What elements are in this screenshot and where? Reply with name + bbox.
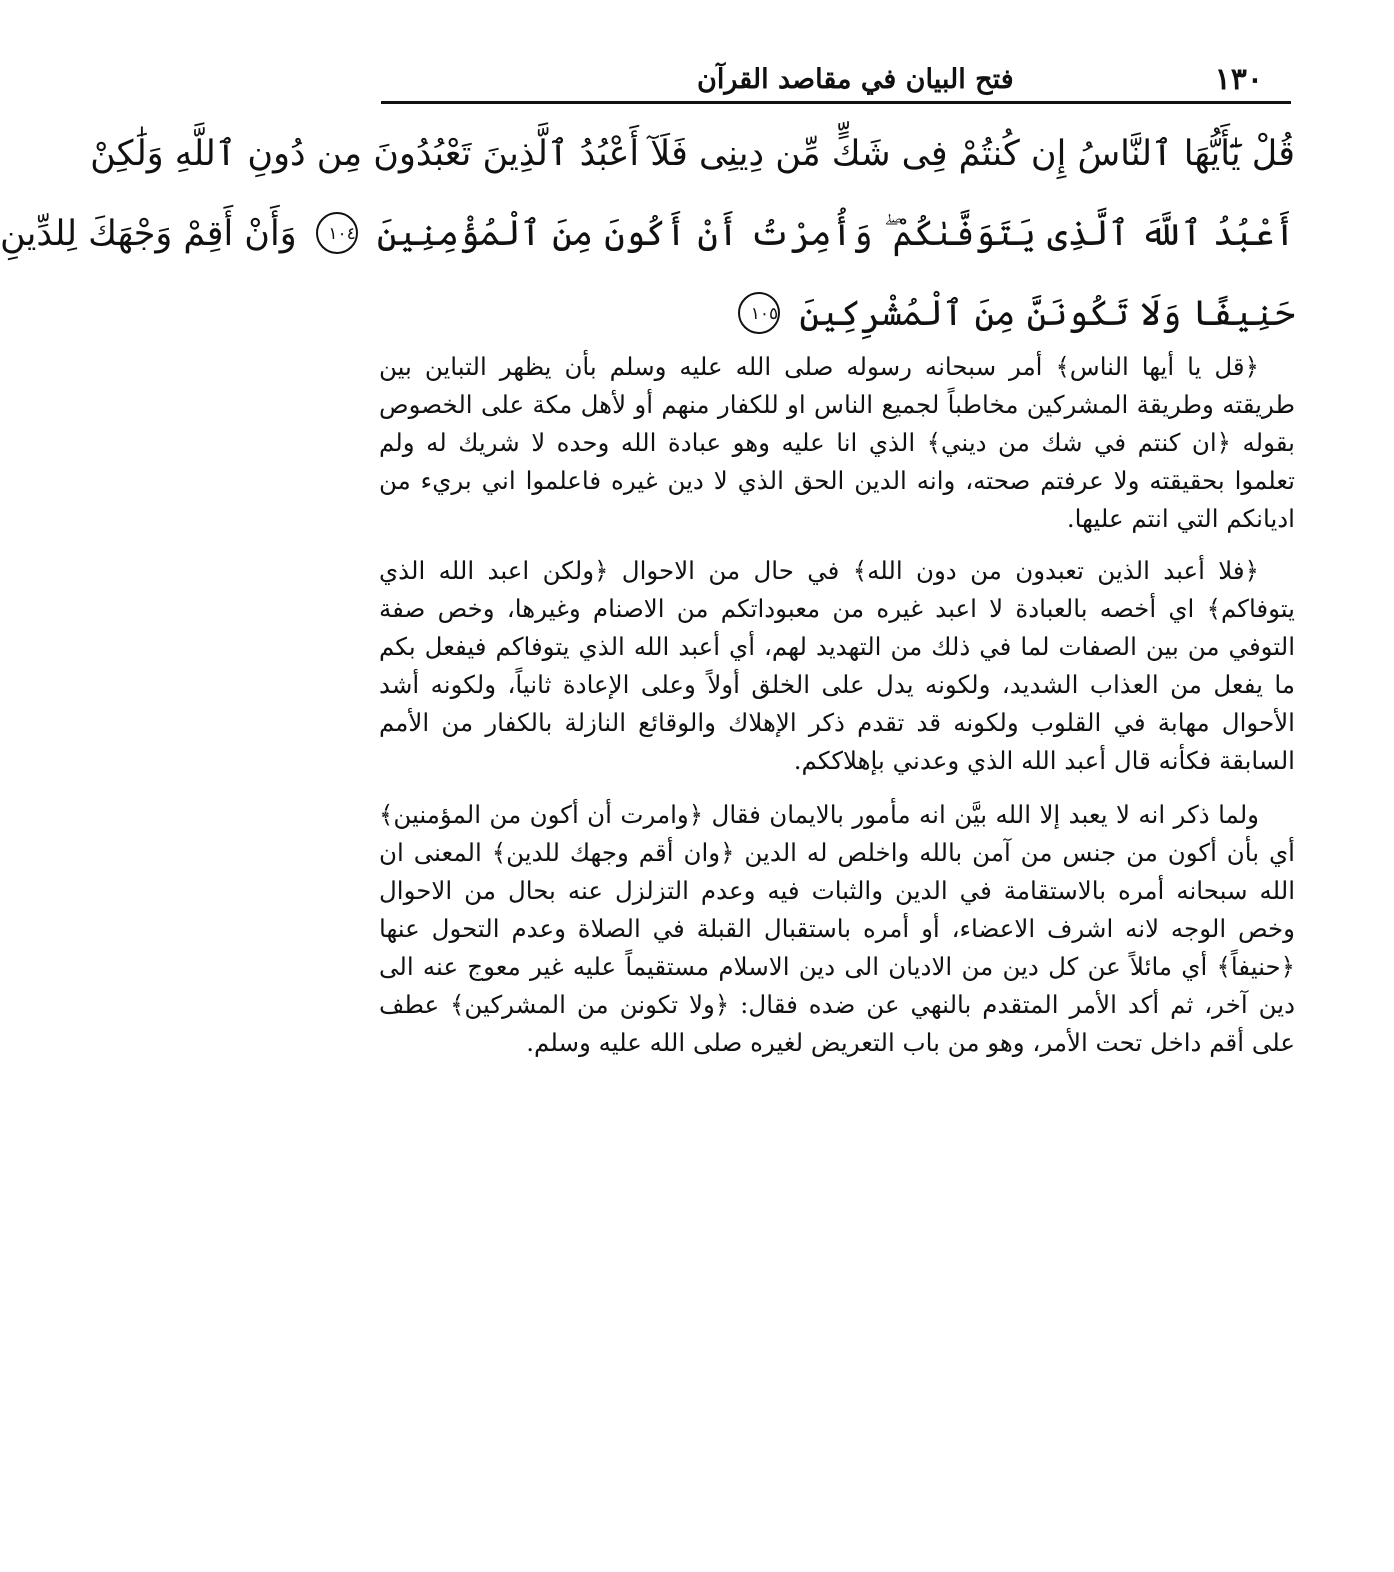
- verse-line-1: [90, 114, 1295, 194]
- commentary-body: [379, 348, 1295, 1076]
- commentary-paragraph: ولما ذكر انه لا يعبد إلا الله بيَّن انه مأمور بالايمان فقال ﴿وامرت أن أكون من المؤمنين﴾ أي بأن أكون من جنس من آمن بالله واخلص له الدين ﴿وان أقم وجهك للدين﴾ المعنى ان الله سبحانه أمره بالاستقامة في الدين والثبات فيه وعدم التزلزل عنه بحال من الاحوال وخص الوجه لانه اشرف الاعضاء، أو أمره باستقبال القبلة في الصلاة وعدم التحول عنها ﴿حنيفاً﴾ أي مائلاً عن كل دين من الاديان الى دين الاسلام مستقيماً عليه غير معوج عنه الى دين آخر، ثم أكد الأمر المتقدم بالنهي عن ضده فقال: ﴿ولا تكونن من المشركين﴾ عطف على أقم داخل تحت الأمر، وهو من باب التعريض لغيره صلى الله عليه وسلم.: [379, 800, 1295, 1057]
- verse-text: أَعْبُدُ ٱللَّهَ ٱلَّذِى يَتَوَفَّىٰكُمْ ۖ وَأُمِرْتُ أَنْ أَكُونَ مِنَ ٱلْمُؤْمِنِينَ: [376, 214, 1295, 254]
- commentary-paragraph: ﴿قل يا أيها الناس﴾ أمر سبحانه رسوله صلى الله عليه وسلم بأن يظهر التباين بين طريقته وطريقة المشركين مخاطباً لجميع الناس او للكفار منهم أو لأهل مكة على الخصوص بقوله ﴿ان كنتم في شك من ديني﴾ الذي انا عليه وهو عبادة الله وحده لا شريك له ولم تعلموا بحقيقته ولا عرفتم صحته، وانه الدين الحق الذي لا دين غيره فاعلموا اني بريء من اديانكم التي انتم عليها.: [379, 352, 1295, 533]
- verse-text: قُلْ يَٰٓأَيُّهَا ٱلنَّاسُ إِن كُنتُمْ فِى شَكٍّ مِّن دِينِى فَلَآ أَعْبُدُ ٱلَّذِينَ تَعْبُدُونَ مِن دُونِ ٱللَّهِ وَلَٰكِنْ: [90, 134, 1295, 174]
- verse-line-2: [0, 194, 1295, 274]
- page-number: ١٣٠: [1214, 62, 1263, 97]
- running-title: فتح البيان في مقاصد القرآن: [697, 64, 1014, 95]
- ayah-number-marker-icon: ١٠٥: [738, 292, 780, 334]
- commentary-paragraph: ﴿فلا أعبد الذين تعبدون من دون الله﴾ في حال من الاحوال ﴿ولكن اعبد الله الذي يتوفاكم﴾ اي أخصه بالعبادة لا اعبد غيره من معبوداتكم من الاصنام وغيرها، وخص صفة التوفي من بين الصفات لما في ذلك من التهديد لهم، أي أعبد الله الذي يتوفاكم فيفعل بكم ما يفعل من العذاب الشديد، ولكونه يدل على الخلق أولاً وعلى الإعادة ثانياً، ولكونه أشد الأحوال مهابة في القلوب ولكونه قد تقدم ذكر الإهلاك والوقائع النازلة بالكفار من الأمم السابقة فكأنه قال أعبد الله الذي وعدني بإهلاككم.: [379, 556, 1295, 775]
- header-divider: [381, 101, 1291, 104]
- verse-text: حَنِيفًا وَلَا تَكُونَنَّ مِنَ ٱلْمُشْرِكِينَ: [799, 294, 1295, 334]
- verse-text: وَأَنْ أَقِمْ وَجْهَكَ لِلدِّينِ: [0, 214, 297, 254]
- page-header: [381, 48, 1291, 100]
- quran-verse-block: [0, 114, 1295, 354]
- verse-line-3: [377, 274, 1295, 354]
- ayah-number-marker-icon: ١٠٤: [316, 212, 358, 254]
